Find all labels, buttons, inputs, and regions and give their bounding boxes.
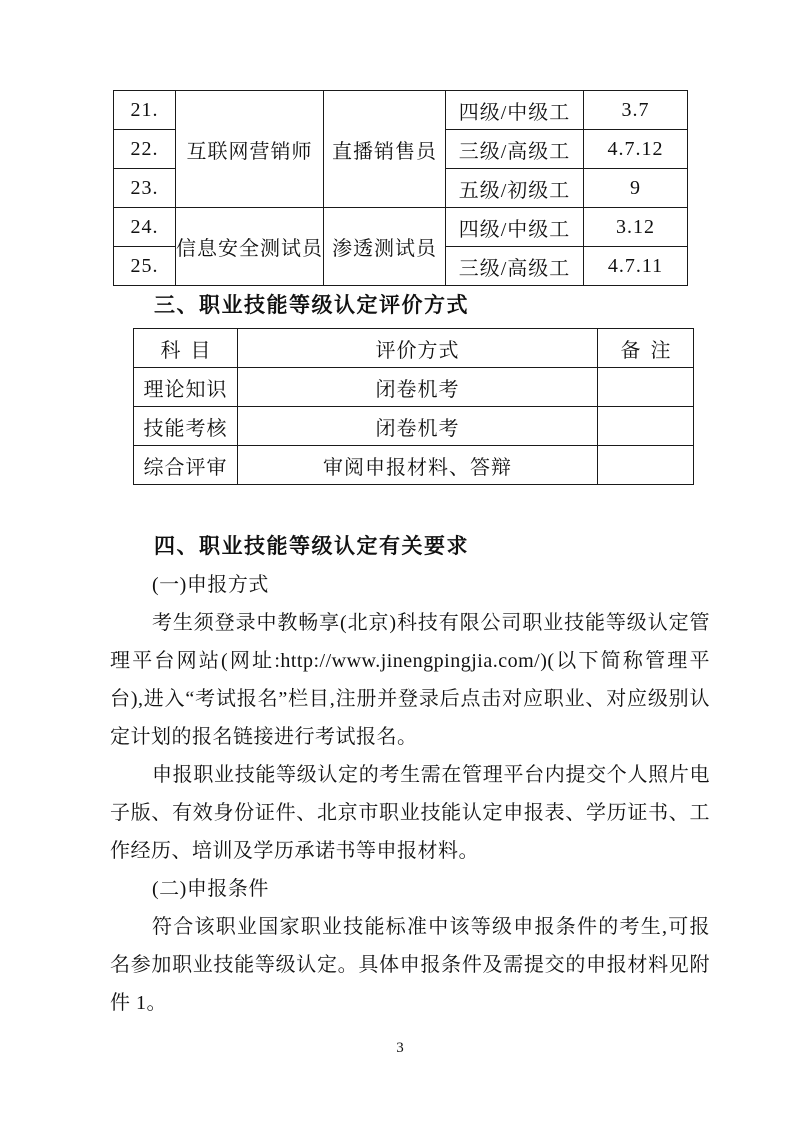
subject-cell: 技能考核 [134,407,238,446]
remark-header-cell: 备注 [598,329,694,368]
subject-cell: 理论知识 [134,368,238,407]
job-title-cell: 渗透测试员 [324,208,446,286]
paragraph-application-method: 考生须登录中教畅享(北京)科技有限公司职业技能等级认定管理平台网站(网址:http://www.jinengpingjia.com/)(以下简称管理平台),进入“考试报名”栏目,注册并登录后点击对应职业、对应级别认定计划的报名链接进行考试报名。 [110,612,710,748]
table-row [134,368,694,407]
subject-cell: 综合评审 [134,446,238,485]
job-title-cell: 直播销售员 [324,91,446,208]
table-row [114,208,688,247]
level-cell: 四级/中级工 [446,91,584,130]
level-cell: 三级/高级工 [446,130,584,169]
section4-body [110,528,710,1022]
table-row [134,446,694,485]
sub2-heading: (二)申报条件 [152,878,269,900]
level-cell: 五级/初级工 [446,169,584,208]
schedule-cell: 3.7 [584,91,688,130]
seq-cell: 24. [114,208,176,247]
paragraph-materials: 申报职业技能等级认定的考生需在管理平台内提交个人照片电子版、有效身份证件、北京市职业技能认定申报表、学历证书、工作经历、培训及学历承诺书等申报材料。 [110,764,710,862]
seq-cell: 25. [114,247,176,286]
evaluation-method-table [133,328,694,485]
occupation-cell: 信息安全测试员 [176,208,324,286]
remark-cell [598,407,694,446]
method-cell: 审阅申报材料、答辩 [238,446,598,485]
table-row [114,91,688,130]
section3-heading: 三、职业技能等级认定评价方式 [154,294,469,317]
schedule-cell: 4.7.12 [584,130,688,169]
level-cell: 四级/中级工 [446,208,584,247]
schedule-cell: 4.7.11 [584,247,688,286]
level-cell: 三级/高级工 [446,247,584,286]
sub1-heading: (一)申报方式 [152,574,269,596]
seq-cell: 23. [114,169,176,208]
occupation-cell: 互联网营销师 [176,91,324,208]
seq-cell: 22. [114,130,176,169]
table-header-row [134,329,694,368]
method-cell: 闭卷机考 [238,368,598,407]
method-cell: 闭卷机考 [238,407,598,446]
certification-plan-table [113,90,688,286]
page-number: 3 [396,1040,404,1056]
remark-cell [598,446,694,485]
section4-heading: 四、职业技能等级认定有关要求 [154,535,469,558]
seq-cell: 21. [114,91,176,130]
method-header-cell: 评价方式 [238,329,598,368]
paragraph-conditions: 符合该职业国家职业技能标准中该等级申报条件的考生,可报名参加职业技能等级认定。具体申报条件及需提交的申报材料见附件 1。 [110,916,710,1014]
schedule-cell: 3.12 [584,208,688,247]
schedule-cell: 9 [584,169,688,208]
subject-header-cell: 科目 [134,329,238,368]
remark-cell [598,368,694,407]
table-row [134,407,694,446]
